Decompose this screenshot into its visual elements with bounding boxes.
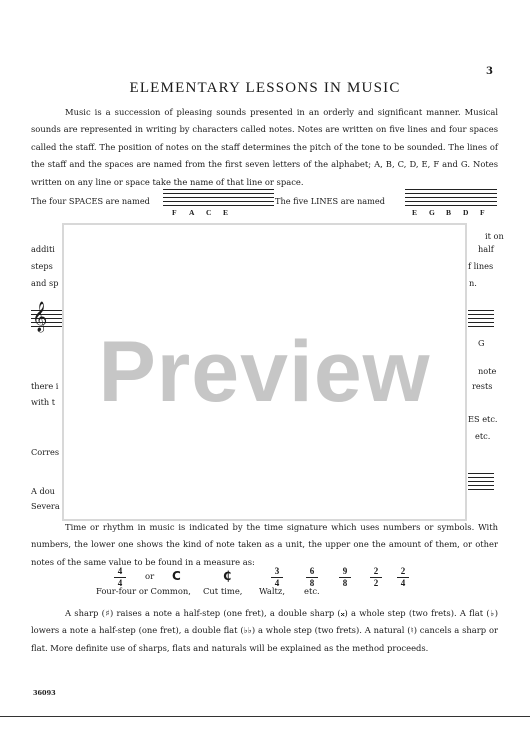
fragment-of-lines: f lines — [468, 261, 494, 271]
preview-watermark: Preview — [98, 324, 431, 420]
intro-paragraph: Music is a succession of pleasing sounds presented in an orderly and significant manner. Musical sounds are represented in writing by characters called notes. Notes are written on five lines and four spaces called the staff. The position of notes on the staff determines the pitch of the tone to be sounded. The lines of the staff and the spaces are named from the first seven letters of the alphabet; A, B, C, D, E, F and G. Notes written on any line or space take the name of that line or space. — [31, 107, 498, 187]
page-title: ELEMENTARY LESSONS IN MUSIC — [129, 80, 401, 96]
cut-time-symbol: ₵ — [223, 569, 232, 583]
fragment-and-sp: and sp — [31, 278, 59, 288]
fragment-etc: etc. — [475, 431, 491, 441]
right-staff-fragment — [468, 310, 494, 330]
caption-cut-time: Cut time, — [203, 586, 243, 596]
spaces-note-letters — [172, 208, 240, 217]
bottom-rule — [0, 716, 530, 717]
space-note-e: E — [223, 208, 229, 217]
line-note-d: D — [463, 208, 469, 217]
time-signature-paragraph: Time or rhythm in music is indicated by the time signature which uses numbers or symbols. With numbers, the lower one shows the kind of note taken as a unit, the upper one the amount of them, or other notes of the same value to be found in a measure as: — [31, 522, 498, 567]
time-sig-6-8: 6 8 — [306, 567, 318, 588]
fragment-addi: additi — [31, 244, 55, 254]
time-sig-four-four: 4 4 — [114, 567, 126, 588]
fragment-corres: Corres — [31, 447, 60, 457]
treble-clef-icon: 𝄞 — [32, 302, 48, 332]
fragment-rests: rests — [472, 381, 493, 391]
line-note-f: F — [480, 208, 485, 217]
fragment-there: there i — [31, 381, 59, 391]
spaces-staff — [163, 189, 274, 209]
caption-four-four: Four-four or Common, — [96, 586, 191, 596]
line-note-b: B — [446, 208, 452, 217]
fragment-note-g: G — [478, 338, 485, 348]
space-note-f: F — [172, 208, 177, 217]
caption-etc: etc. — [304, 586, 320, 596]
fragment-es-etc: ES etc. — [468, 414, 498, 424]
fragment-n: n. — [469, 278, 477, 288]
common-time-symbol: C — [172, 569, 181, 583]
fragment-steps: steps — [31, 261, 53, 271]
space-note-a: A — [189, 208, 195, 217]
caption-waltz: Waltz, — [259, 586, 285, 596]
spaces-label: The four SPACES are named — [31, 196, 150, 206]
time-sig-2-2: 2 2 — [370, 567, 382, 588]
right-staff-fragment-2 — [468, 473, 494, 493]
fragment-with: with t — [31, 397, 56, 407]
lines-label: The five LINES are named — [275, 196, 385, 206]
accidentals-paragraph: A sharp (♯) raises a note a half-step (one fret), a double sharp (𝄪) a whole step (two frets). A flat (♭) lowers a note a half-step (one fret), a double flat (♭♭) a whole step (two frets). A natural (♮) cancels a sharp or flat. More definite use of sharps, flats and naturals will be explained as the method proceeds. — [31, 608, 498, 653]
time-sig-9-8: 9 8 — [339, 567, 351, 588]
line-note-g: G — [429, 208, 435, 217]
preview-overlay — [62, 223, 467, 521]
fragment-half: half — [478, 244, 494, 254]
lines-staff — [405, 189, 497, 209]
space-note-c: C — [206, 208, 212, 217]
lines-note-letters — [412, 208, 497, 217]
fragment-note: note — [478, 366, 497, 376]
fragment-it-on: it on — [485, 231, 504, 241]
time-sig-2-4: 2 4 — [397, 567, 409, 588]
time-sig-3-4: 3 4 — [271, 567, 283, 588]
page-number: 3 — [486, 66, 493, 77]
footer-catalog-number: 36093 — [33, 689, 56, 697]
fragment-a-dou: A dou — [31, 486, 55, 496]
fragment-severa: Severa — [31, 501, 60, 511]
or-label: or — [145, 572, 155, 582]
line-note-e: E — [412, 208, 418, 217]
